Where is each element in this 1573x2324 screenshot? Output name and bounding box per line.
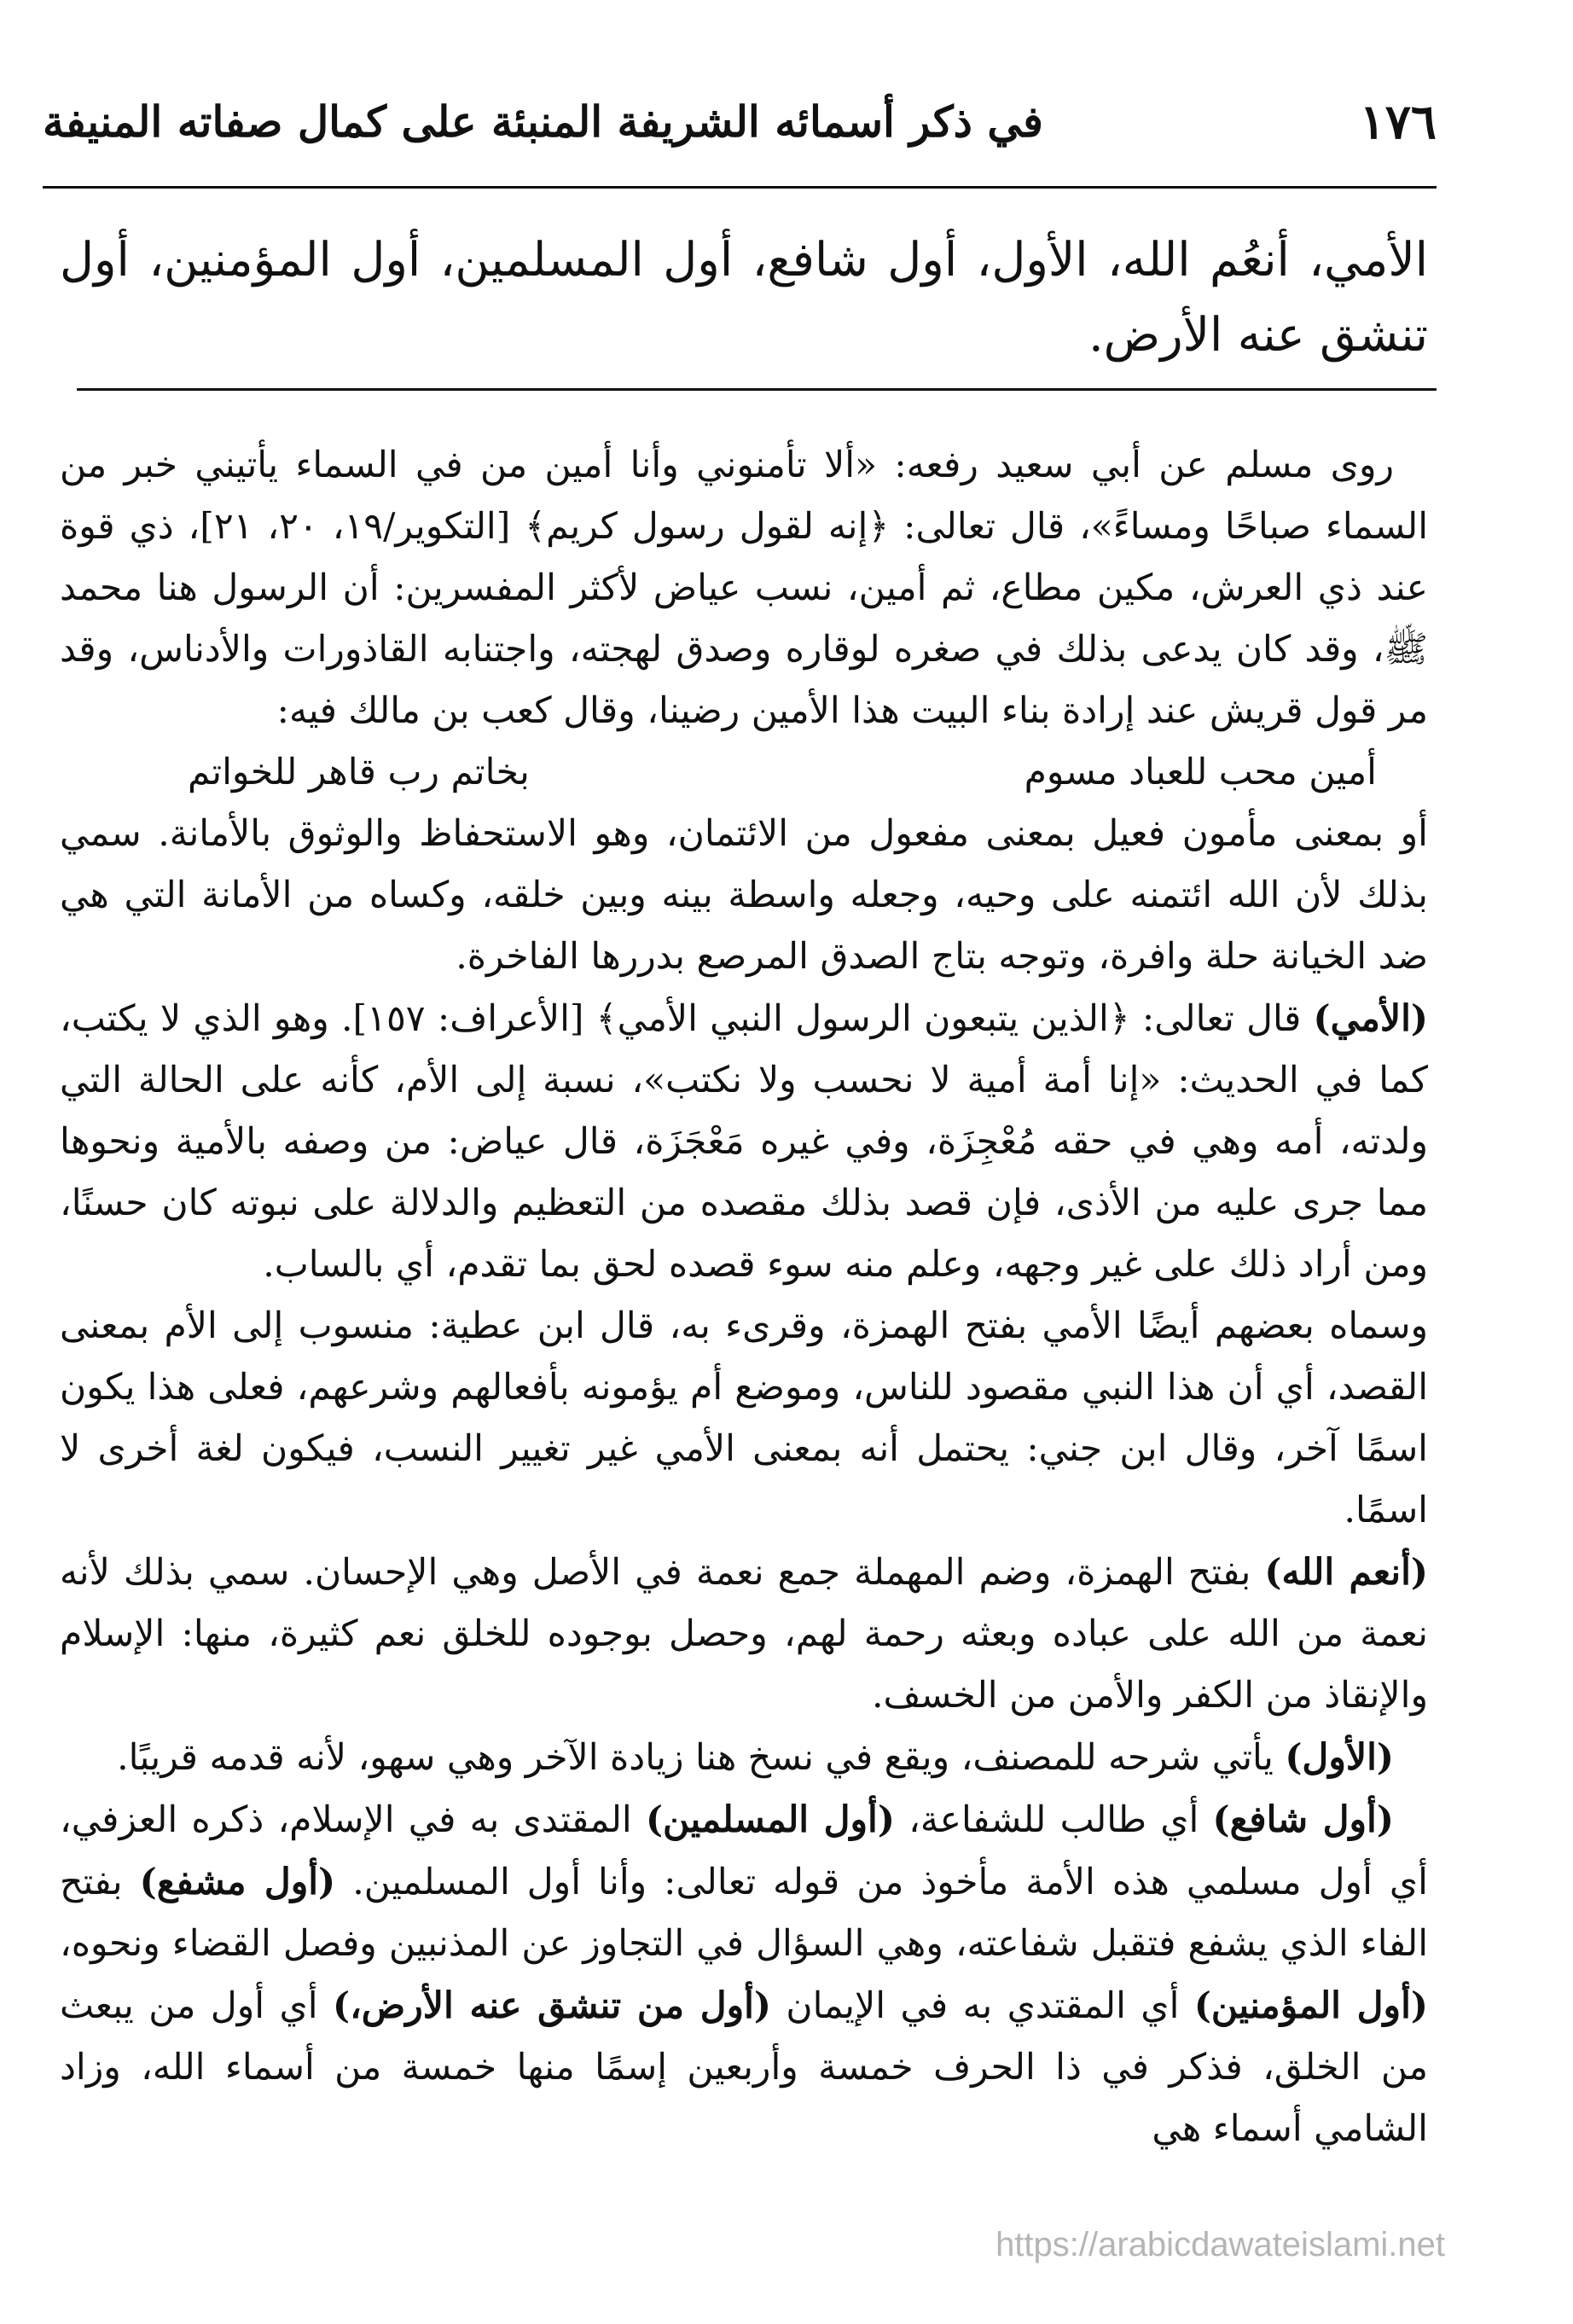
- main-text-divider: [77, 388, 1437, 391]
- paragraph-text: أي أول من يبعث من الخلق، فذكر في ذا الحرف خمسة وأربعين إسمًا منها خمسة من أسماء الله، وزاد الشامي أسماء هي: [60, 1985, 1428, 2150]
- chapter-title: في ذكر أسمائه الشريفة المنبئة على كمال صفاته المنيفة: [43, 96, 1043, 147]
- poetry-verse: [60, 742, 1428, 804]
- paragraph-text: المقتدى به في الإسلام، ذكره العزفي، أي أول مسلمي هذه الأمة مأخوذ من قوله تعالى: وأنا أول المسلمين.: [60, 1799, 1428, 1903]
- commentary-paragraph: [60, 1789, 1428, 2160]
- verse-hemistich-second: بخاتم رب قاهر للخواتم: [188, 752, 530, 793]
- paragraph-text: يأتي شرحه للمصنف، ويقع في نسخ هنا زيادة الآخر وهي سهو، لأنه قدمه قريبًا.: [117, 1737, 1286, 1779]
- term-heading: (أنعم الله): [1264, 1551, 1428, 1594]
- commentary-paragraph: روى مسلم عن أبي سعيد رفعه: «ألا تأمنوني وأنا أمين من في السماء يأتيني خبر من السماء صباحًا ومساءً»، قال تعالى: ﴿إنه لقول رسول كريم﴾ [التكوير/١٩، ٢٠، ٢١]، ذي قوة عند ذي العرش، مكين مطاع، ثم أمين، نسب عياض لأكثر المفسرين: أن الرسول هنا محمد ﷺ، وقد كان يدعى بذلك في صغره لوقاره وصدق لهجته، واجتنابه القاذورات والأدناس، وقد مر قول قريش عند إرادة بناء البيت هذا الأمين رضينا، وقال كعب بن مالك فيه:: [60, 444, 1429, 732]
- main-text: الأمي، أنعُم الله، الأول، أول شافع، أول المسلمين، أول المؤمنين، أول تنشق عنه الأرض.: [60, 232, 1428, 362]
- commentary-paragraph: وسماه بعضهم أيضًا الأمي بفتح الهمزة، وقرىء به، قال ابن عطية: منسوب إلى الأم بمعنى القصد، أي أن هذا النبي مقصود للناس، وموضع أم يؤمونه بأفعالهم وشرعهم، فعلى هذا يكون اسمًا آخر، وقال ابن جني: يحتمل أنه بمعنى الأمي غير تغيير النسب، فيكون لغة أخرى لا اسمًا.: [60, 1305, 1428, 1531]
- watermark-url: https://arabicdawateislami.net: [995, 2226, 1445, 2263]
- paragraph-text: بفتح الفاء الذي يشفع فتقبل شفاعته، وهي السؤال في التجاوز عن المذنبين وفصل القضاء ونحوه،: [60, 1862, 1428, 1965]
- running-header: [43, 81, 1437, 162]
- commentary-paragraph: [60, 1727, 1428, 1789]
- paragraph-text: بفتح الهمزة، وضم المهملة جمع نعمة في الأصل وهي الإحسان. سمي بذلك لأنه نعمة من الله على عباده وبعثه رحمة لهم، وحصل بوجوده للخلق نعم كثيرة، منها: الإسلام والإنقاذ من الكفر والأمن من الخسف.: [60, 1552, 1428, 1717]
- verse-hemistich-first: أمين محب للعباد مسوم: [1024, 752, 1377, 793]
- term-heading: (أول المسلمين): [645, 1798, 895, 1841]
- commentary-paragraph: [60, 988, 1428, 1296]
- commentary-paragraph: أو بمعنى مأمون فعيل بمعنى مفعول من الائتمان، وهو الاستحفاظ والوثوق بالأمانة. سمي بذلك لأن الله ائتمنه على وحيه، وجعله واسطة بينه وبين خلقه، وكساه من الأمانة التي هي ضد الخيانة حلة وافرة، وتوجه بتاج الصدق المرصع بدررها الفاخرة.: [60, 813, 1428, 978]
- term-heading: (أول مشفع): [139, 1861, 336, 1903]
- page-number: ١٧٦: [1359, 93, 1437, 150]
- term-heading: (أول شافع): [1212, 1798, 1394, 1841]
- commentary: [60, 435, 1428, 2160]
- paragraph-text: قال تعالى: ﴿الذين يتبعون الرسول النبي الأمي﴾ [الأعراف: ١٥٧]. وهو الذي لا يكتب، كما في الحديث: «إنا أمة أمية لا نحسب ولا نكتب»، نسبة إلى الأم، كأنه على الحالة التي ولدته، أمه وهي في حقه مُعْجِزَة، وفي غيره مَعْجَزَة، قال عياض: من وصفه بالأمية ونحوها مما جرى عليه من الأذى، فإن قصد بذلك مقصده من التعظيم والدلالة على نبوته كان حسنًا، ومن أراد ذلك على غير وجهه، وعلم منه سوء قصده لحق بما تقدم، أي بالساب.: [60, 998, 1428, 1286]
- term-heading: (الأول): [1285, 1736, 1394, 1779]
- term-heading: (الأمي): [1313, 997, 1428, 1040]
- term-heading: (أول المؤمنين): [1193, 1984, 1428, 2027]
- header-divider: [43, 186, 1437, 189]
- commentary-paragraph: [60, 1542, 1428, 1727]
- term-heading: (أول من تنشق عنه الأرض،): [332, 1984, 772, 2027]
- paragraph-text: أي طالب للشفاعة،: [894, 1799, 1213, 1841]
- paragraph-text: أي المقتدي به في الإيمان: [771, 1985, 1194, 2027]
